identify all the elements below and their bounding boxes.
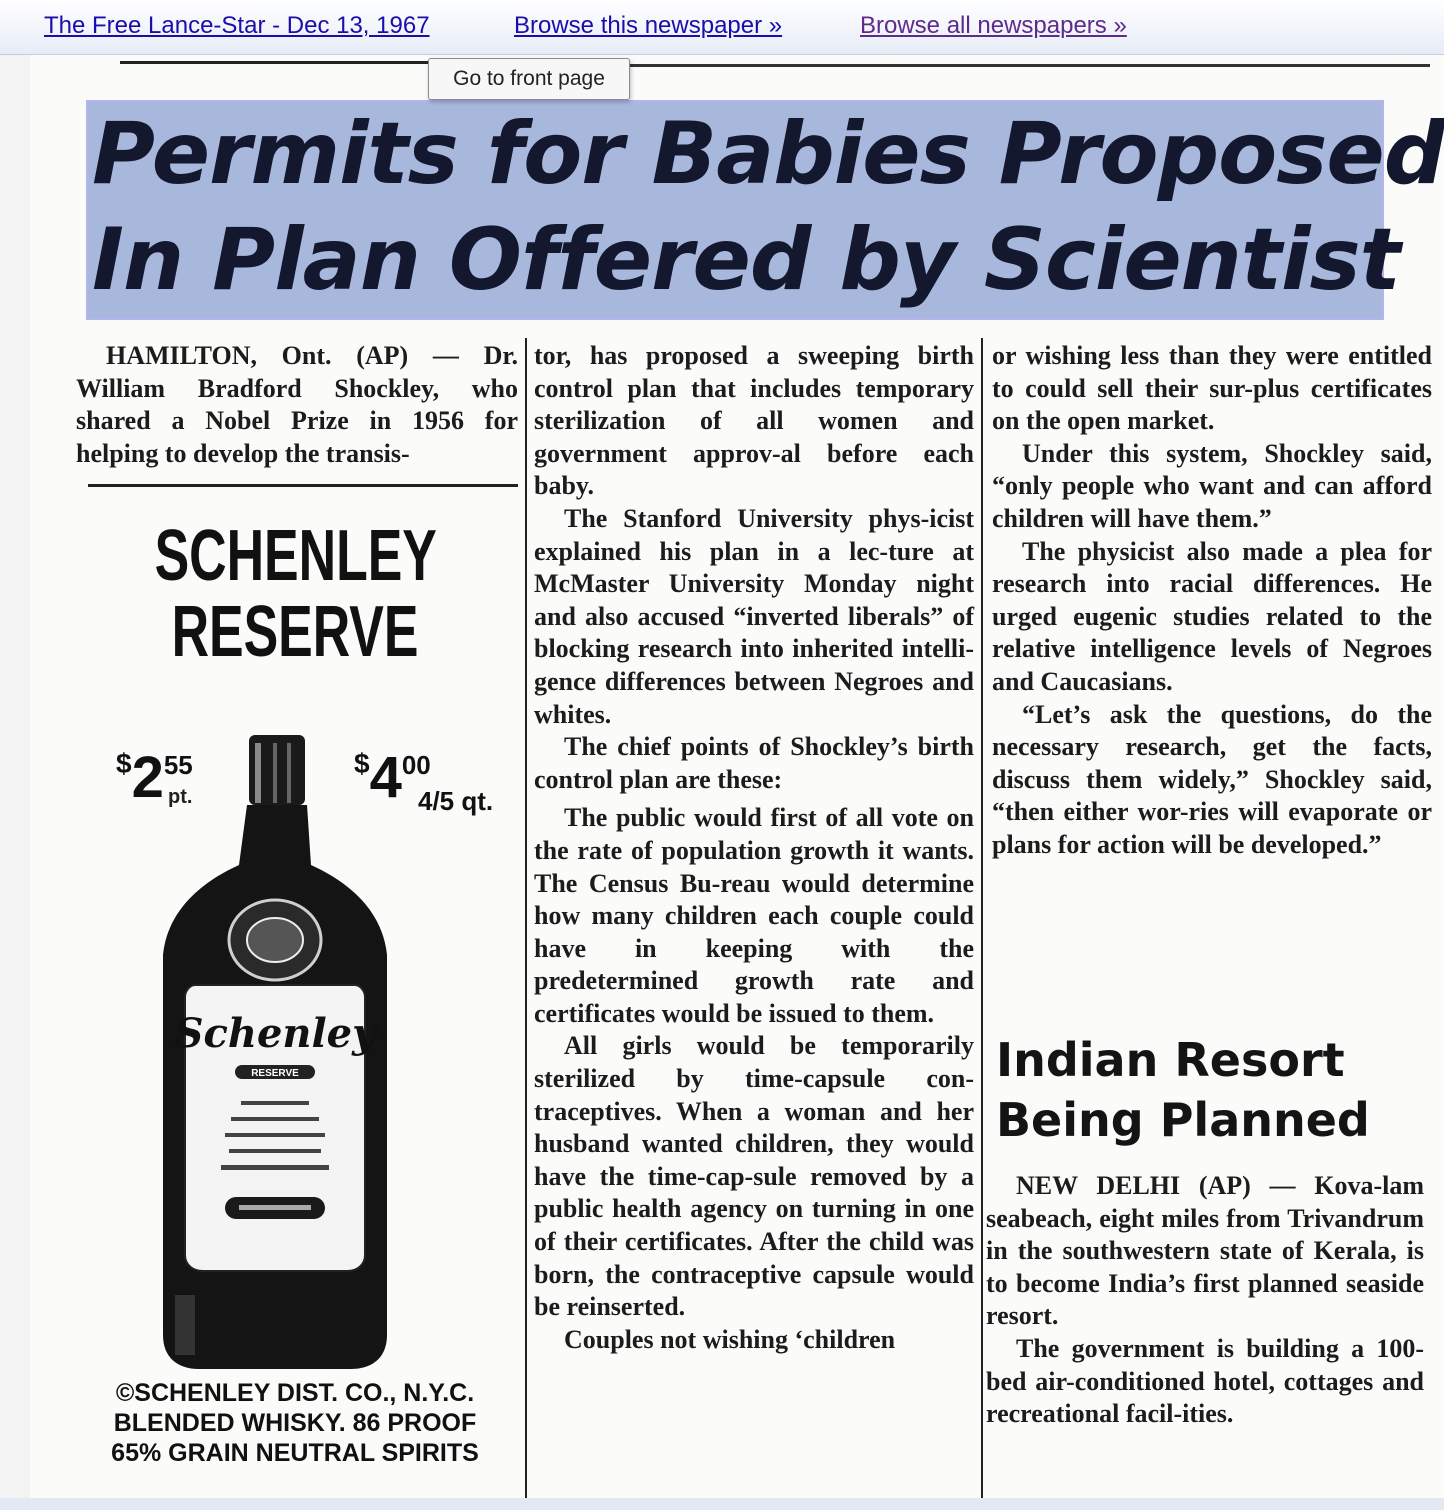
highlighted-headline[interactable] — [86, 100, 1444, 320]
cap-highlight — [255, 743, 261, 803]
ad-divider-rule — [88, 484, 518, 487]
second-article-headline — [996, 1030, 1436, 1150]
cap-ridge — [273, 743, 277, 803]
ad-brand-name — [155, 518, 436, 670]
cap-ridge — [287, 743, 291, 803]
whisky-bottle-illustration — [155, 735, 395, 1375]
headline-line-2: In Plan Offered by Scientist — [92, 210, 1400, 310]
column-rule-2 — [981, 338, 983, 1498]
ad-price-quart-unit: 4/5 qt. — [418, 786, 494, 816]
ad-footer-line-1: ©SCHENLEY DIST. CO., N.Y.C. — [115, 1379, 475, 1407]
label-seal-text — [239, 1205, 311, 1210]
top-rule-right — [630, 64, 1430, 67]
ad-footer-line-3: 65% GRAIN NEUTRAL SPIRITS — [111, 1439, 479, 1467]
ad-brand-line-2: RESERVE — [171, 592, 419, 672]
price-dollars: 2 — [131, 745, 164, 810]
article-paragraph: “Let’s ask the questions, do the necessary research, get the facts, discuss them widely,” Shockley said, “then either wor-ries will evaporate or plans for action will be developed.” — [992, 699, 1432, 859]
article-paragraph: All girls would be temporarily sterilized by time-capsule con-traceptives. When a woman and her husband wanted children, they would have the time-cap-sule removed by a public health agency on turning in one of their certificates. After the child was born, the contraceptive capsule would be reinserted. — [534, 1031, 974, 1322]
ad-price-pint-unit: pt. — [168, 786, 193, 808]
bottom-strip — [0, 1498, 1444, 1510]
browse-this-newspaper-link[interactable]: Browse this newspaper » — [514, 12, 783, 39]
newspaper-issue-link[interactable]: The Free Lance-Star - Dec 13, 1967 — [44, 12, 430, 39]
medallion-center — [247, 918, 303, 962]
article-paragraph: or wishing less than they were entitled to could sell their sur-plus certificates on the open market. — [992, 341, 1432, 436]
dollar-sign: $ — [354, 748, 370, 779]
article-paragraph: Couples not wishing ‘children — [564, 1324, 896, 1354]
article-column-1 — [76, 340, 518, 470]
headline-line-1: Permits for Babies Proposed — [92, 104, 1444, 204]
article-paragraph: The government is building a 100-bed air-conditioned hotel, cottages and recreational facil-ities. — [986, 1333, 1424, 1429]
article-column-3 — [992, 340, 1432, 862]
label-brand-text: Schenley — [174, 1010, 376, 1057]
front-page-tooltip: Go to front page — [428, 58, 630, 100]
price-dollars: 4 — [369, 745, 402, 810]
ad-footer — [100, 1378, 490, 1468]
label-sub-text: RESERVE — [251, 1068, 299, 1079]
article-paragraph: The chief points of Shockley’s birth control plan are these: — [534, 732, 974, 794]
ad-footer-line-2: BLENDED WHISKY. 86 PROOF — [113, 1409, 477, 1437]
article-paragraph: NEW DELHI (AP) — Kova-lam seabeach, eight miles from Trivandrum in the southwestern state of Kerala, is to become India’s first planned seaside resort. — [986, 1171, 1424, 1331]
dollar-sign: $ — [116, 748, 132, 779]
second-headline-line-1: Indian Resort — [996, 1033, 1345, 1087]
article-paragraph: The Stanford University phys-icist explained his plan in a lec-ture at McMaster University Monday night and also accused “inverted liberals” of blocking research into inherited intelli-gence differences between Negroes and whites. — [534, 503, 974, 729]
article-paragraph: The physicist also made a plea for research into racial differences. He urged eugenic studies related to the relative intelligence levels of Negroes and Caucasians. — [992, 536, 1432, 696]
bottle-shine — [175, 1295, 195, 1355]
article-column-2 — [534, 340, 974, 1356]
top-navigation-bar — [0, 0, 1444, 55]
second-article-body — [986, 1170, 1424, 1431]
top-rule — [120, 61, 430, 64]
browse-all-newspapers-link[interactable]: Browse all newspapers » — [860, 12, 1127, 39]
article-paragraph: The public would first of all vote on the rate of population growth it wants. The Census Bu-reau would determine how many children each couple could have in keeping with the predetermined growth rate and certificates would be issued to them. — [534, 803, 974, 1028]
article-paragraph: HAMILTON, Ont. (AP) — Dr. William Bradford Shockley, who shared a Nobel Prize in 1956 for helping to develop the transis- — [76, 341, 518, 468]
price-cents: 55 — [163, 750, 193, 780]
article-paragraph: tor, has proposed a sweeping birth control plan that includes temporary sterilization of all women and government approv-al before each baby. — [534, 341, 974, 501]
column-rule-1 — [525, 338, 527, 1498]
article-paragraph: Under this system, Shockley said, “only people who want and can afford children will have them.” — [992, 438, 1432, 533]
price-cents: 00 — [401, 750, 431, 780]
ad-brand-line-1: SCHENLEY — [154, 516, 437, 596]
second-headline-line-2: Being Planned — [996, 1093, 1370, 1147]
